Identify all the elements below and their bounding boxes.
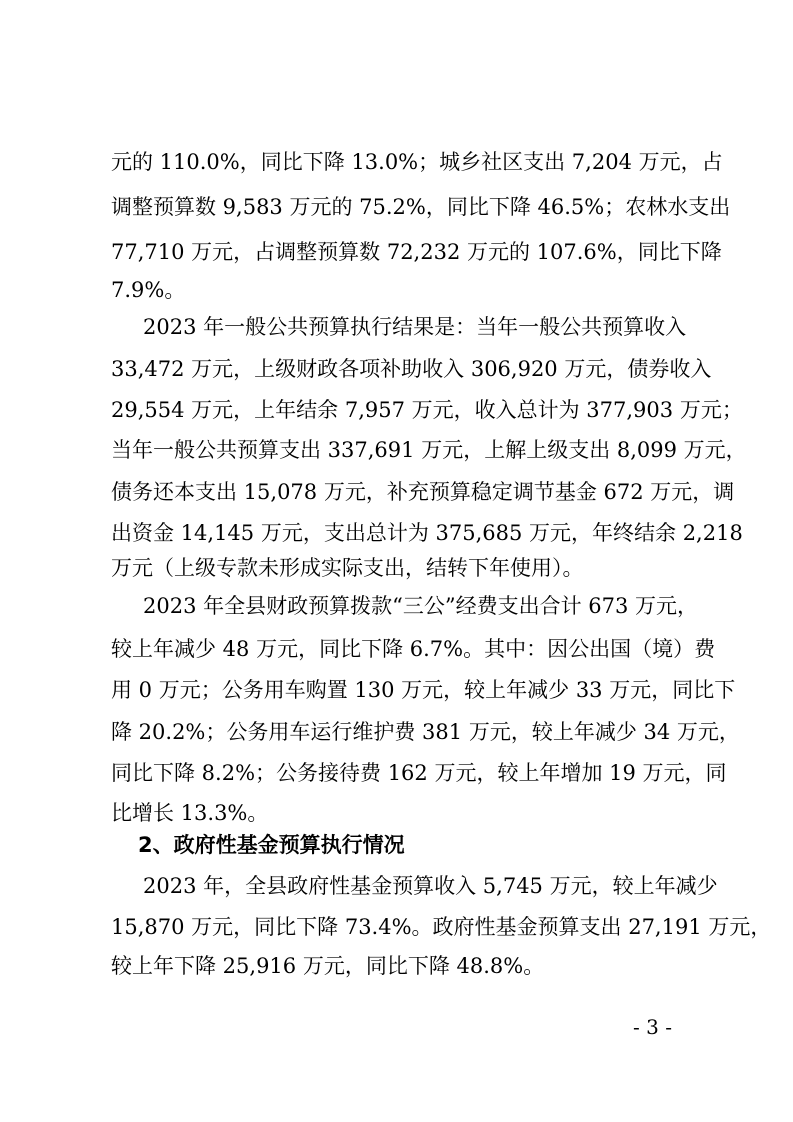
text-line: 较上年下降 25,916 万元，同比下降 48.8%。 — [111, 954, 545, 978]
text-line: 债务还本支出 15,078 万元，补充预算稳定调节基金 672 万元，调 — [111, 480, 735, 504]
text-line: 7.9%。 — [111, 278, 186, 302]
text-line: 出资金 14,145 万元，支出总计为 375,685 万元，年终结余 2,218 — [111, 521, 743, 545]
page-number: - 3 - — [633, 1015, 672, 1039]
text-line: 调整预算数 9,583 万元的 75.2%，同比下降 46.5%；农林水支出 — [111, 195, 731, 219]
text-line: 用 0 万元；公务用车购置 130 万元，较上年减少 33 万元，同比下 — [111, 678, 736, 702]
text-line: 同比下降 8.2%；公务接待费 162 万元，较上年增加 19 万元，同 — [111, 761, 727, 785]
text-line: 比增长 13.3%。 — [111, 801, 269, 825]
text-line: 77,710 万元，占调整预算数 72,232 万元的 107.6%，同比下降 — [111, 240, 722, 264]
text-line: 2023 年全县财政预算拨款“三公”经费支出合计 673 万元， — [143, 594, 699, 618]
text-line: 当年一般公共预算支出 337,691 万元，上解上级支出 8,099 万元， — [111, 438, 747, 462]
text-line: 降 20.2%；公务用车运行维护费 381 万元，较上年减少 34 万元， — [111, 720, 740, 744]
text-line: 万元（上级专款未形成实际支出，结转下年使用）。 — [111, 556, 584, 580]
text-line: 2023 年一般公共预算执行结果是：当年一般公共预算收入 — [143, 315, 687, 339]
section-heading: 2、政府性基金预算执行情况 — [138, 833, 405, 857]
text-line: 29,554 万元，上年结余 7,957 万元，收入总计为 377,903 万元； — [111, 398, 743, 422]
text-line: 2023 年，全县政府性基金预算收入 5,745 万元，较上年减少 — [143, 874, 718, 898]
text-line: 较上年减少 48 万元，同比下降 6.7%。其中：因公出国（境）费 — [111, 637, 716, 661]
text-line: 15,870 万元，同比下降 73.4%。政府性基金预算支出 27,191 万元， — [111, 915, 772, 939]
text-line: 33,472 万元，上级财政各项补助收入 306,920 万元，债券收入 — [111, 357, 712, 381]
text-line: 元的 110.0%，同比下降 13.0%；城乡社区支出 7,204 万元，占 — [111, 150, 723, 174]
